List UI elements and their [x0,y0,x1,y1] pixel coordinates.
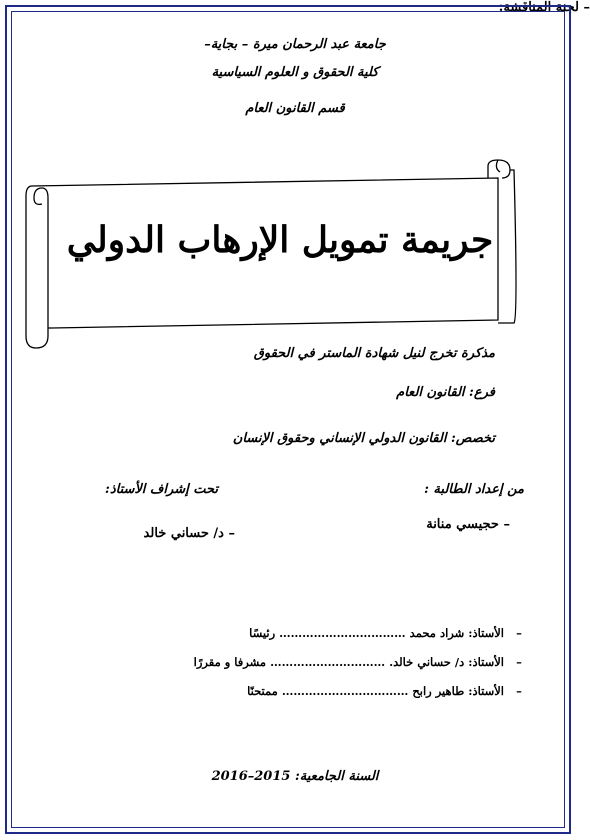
prepared-by-label: من إعداد الطالبة : [424,482,524,497]
student-name: – حجيسي منانة [426,517,510,532]
branch-line: فرع: القانون العام [396,385,495,400]
committee-member: الأستاذ: د/ حساني خالد. [389,655,504,669]
dot-leader: …………………………… [279,626,406,640]
dot-leader: …………………………… [281,684,409,698]
row-dash: – [516,684,522,698]
committee-member: الأستاذ: شراد محمد [409,626,504,640]
specialty-line: تخصص: القانون الدولي الإنساني وحقوق الإنسان [232,431,495,446]
thesis-title: جريمة تمويل الإرهاب الدولي [66,219,494,261]
committee-role: ممتحنًا [247,684,278,698]
supervisor-name: – د/ حساني خالد [143,526,235,541]
memo-line: مذكرة تخرج لنيل شهادة الماستر في الحقوق [253,346,495,361]
row-dash: – [516,655,522,669]
row-dash: – [516,626,522,640]
university-name: جامعة عبد الرحمان ميرة – بجاية– [204,37,386,52]
committee-row [10,626,530,640]
committee-member: الأستاذ: طاهير رابح [412,684,504,698]
committee-role: مشرفا و مقررًا [193,655,267,669]
committee-role: رئيسًا [249,626,276,640]
committee-row [10,684,530,698]
supervised-by-label: تحت إشراف الأستاذ: [105,482,218,497]
academic-year: السنة الجامعية: 2015–2016 [211,769,379,784]
committee-label: – لجنة المناقشة: [498,0,590,15]
department-name: قسم القانون العام [245,101,345,116]
page-border-inner [11,11,565,828]
faculty-name: كلية الحقوق و العلوم السياسية [211,65,379,80]
dot-leader: ………………………… [270,655,386,669]
committee-row [10,655,530,669]
